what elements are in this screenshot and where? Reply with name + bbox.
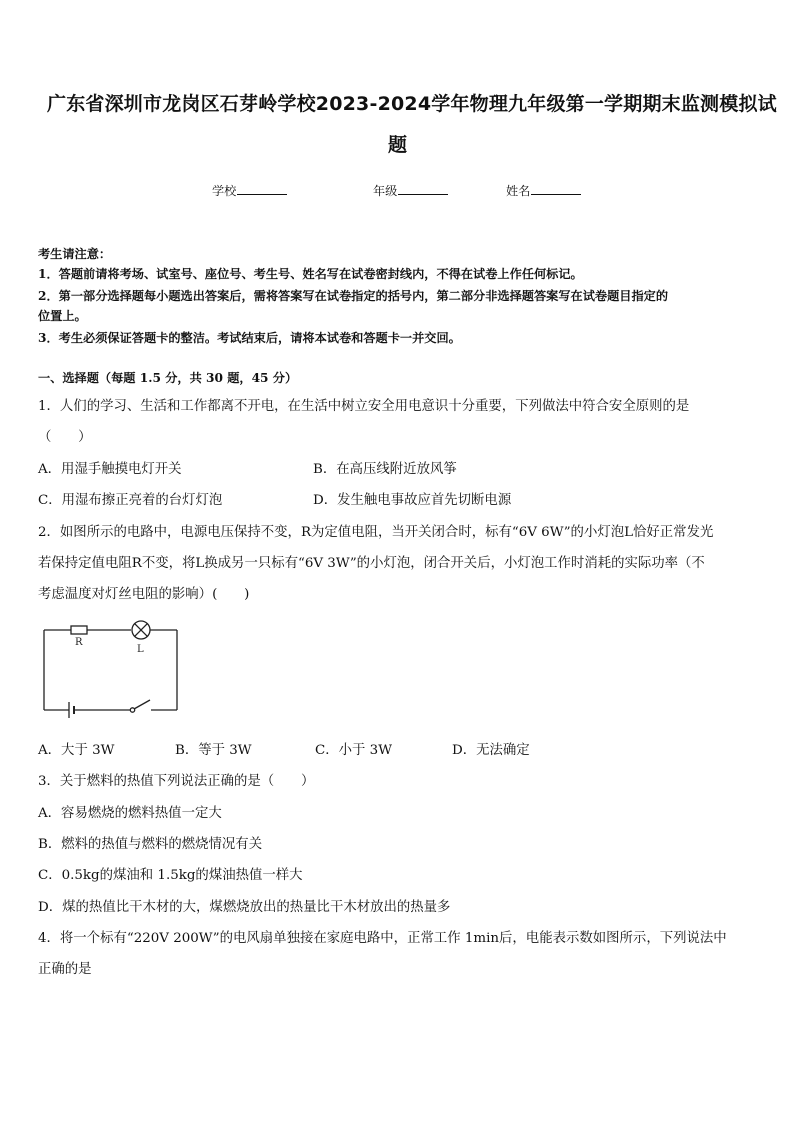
q1-stem: 1．人们的学习、生活和工作都离不开电，在生活中树立安全用电意识十分重要，下列做法中符合安全原则的是 bbox=[38, 399, 690, 414]
name-blank bbox=[531, 182, 581, 195]
notice-item: 2．第一部分选择题每小题选出答案后，需将答案写在试卷指定的括号内，第二部分非选择题答案写在试卷题目指定的 bbox=[38, 289, 669, 303]
q1-option-b: B．在高压线附近放风筝 bbox=[313, 462, 457, 477]
q2-stem-line-3: 考虑温度对灯丝电阻的影响）( ) bbox=[38, 587, 250, 602]
q2-option-d: D．无法确定 bbox=[452, 743, 530, 758]
q2-option-c: C．小于 3W bbox=[315, 743, 392, 758]
resistor-symbol bbox=[71, 626, 87, 634]
page-title-line-1: 广东省深圳市龙岗区石芽岭学校2023-2024学年物理九年级第一学期期末监测模拟试 bbox=[47, 93, 777, 115]
q1-option-c: C．用湿布擦正亮着的台灯灯泡 bbox=[38, 493, 223, 508]
q2-stem-line-1: 2．如图所示的电路中，电源电压保持不变，R为定值电阻，当开关闭合时，标有“6V 6W”的小灯泡L恰好正常发光 bbox=[38, 525, 714, 540]
circuit-diagram bbox=[40, 616, 185, 718]
school-label: 学校 bbox=[212, 184, 237, 198]
school-field bbox=[212, 182, 287, 199]
name-label: 姓名 bbox=[506, 184, 531, 198]
grade-field bbox=[373, 182, 448, 199]
q3-option-c: C．0.5kg的煤油和 1.5kg的煤油热值一样大 bbox=[38, 868, 303, 883]
switch-lever bbox=[134, 700, 150, 709]
q1-option-a: A．用湿手触摸电灯开关 bbox=[38, 462, 182, 477]
grade-label: 年级 bbox=[373, 184, 398, 198]
school-blank bbox=[237, 182, 287, 195]
q2-stem-line-2: 若保持定值电阻R不变，将L换成另一只标有“6V 3W”的小灯泡，闭合开关后，小灯泡工作时消耗的实际功率（不 bbox=[38, 556, 705, 571]
q4-stem-line-2: 正确的是 bbox=[38, 962, 92, 977]
q3-stem: 3．关于燃料的热值下列说法正确的是（ ） bbox=[38, 774, 315, 789]
name-field bbox=[506, 182, 581, 199]
q2-option-b: B．等于 3W bbox=[175, 743, 252, 758]
notice-item: 位置上。 bbox=[38, 309, 87, 323]
label-l: L bbox=[137, 644, 144, 655]
grade-blank bbox=[398, 182, 448, 195]
section-heading: 一、选择题（每题 1.5 分，共 30 题，45 分） bbox=[38, 371, 298, 385]
q3-option-b: B．燃料的热值与燃料的燃烧情况有关 bbox=[38, 837, 263, 852]
q2-option-a: A．大于 3W bbox=[38, 743, 115, 758]
q1-paren: （ ） bbox=[38, 430, 92, 445]
q3-option-a: A．容易燃烧的燃料热值一定大 bbox=[38, 806, 222, 821]
notice-header: 考生请注意： bbox=[38, 247, 112, 261]
q3-option-d: D．煤的热值比干木材的大，煤燃烧放出的热量比干木材放出的热量多 bbox=[38, 900, 451, 915]
q4-stem-line-1: 4．将一个标有“220V 200W”的电风扇单独接在家庭电路中，正常工作 1min后，电能表示数如图所示，下列说法中 bbox=[38, 931, 727, 946]
notice-item: 1．答题前请将考场、试室号、座位号、考生号、姓名写在试卷密封线内，不得在试卷上作任何标记。 bbox=[38, 267, 583, 281]
page-title-line-2: 题 bbox=[388, 134, 408, 156]
q1-option-d: D．发生触电事故应首先切断电源 bbox=[313, 493, 512, 508]
label-r: R bbox=[75, 637, 83, 648]
notice-item: 3．考生必须保证答题卡的整洁。考试结束后，请将本试卷和答题卡一并交回。 bbox=[38, 331, 461, 345]
